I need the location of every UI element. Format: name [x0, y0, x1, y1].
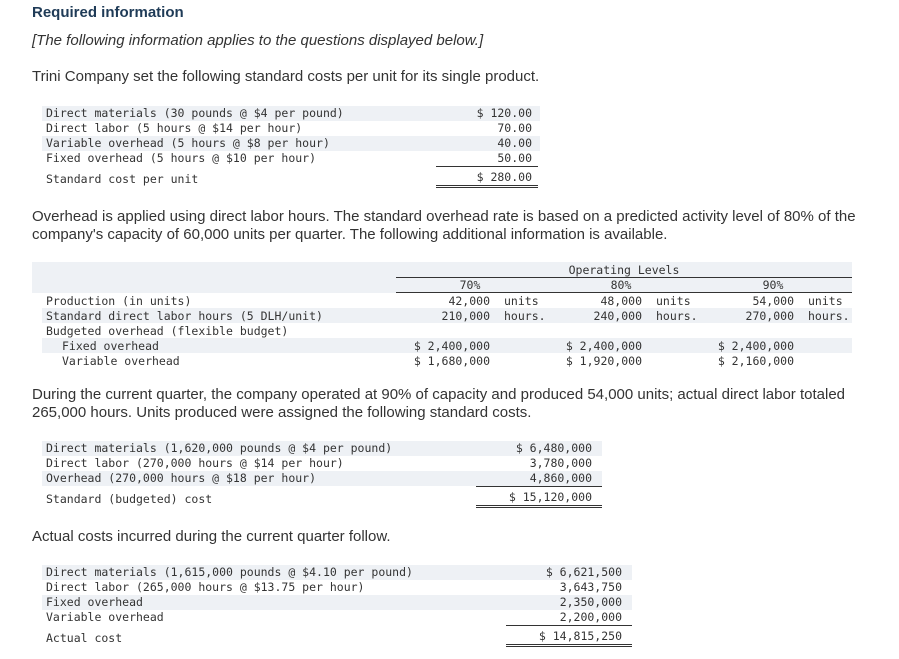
actual-row-value: 2,200,000	[559, 610, 622, 624]
std-row-value: $ 120.00	[476, 106, 532, 120]
actual-total-value: $ 14,815,250	[538, 629, 622, 643]
actual-row-value: 2,350,000	[559, 595, 622, 609]
dlh-70: 210,000	[441, 309, 490, 323]
actual-row-label: Variable overhead	[46, 610, 164, 624]
operating-levels-heading: Operating Levels	[568, 263, 680, 277]
assigned-row-value: $ 6,480,000	[515, 441, 592, 455]
subtotal-rule	[476, 486, 602, 487]
std-row-label: Variable overhead (5 hours @ $8 per hour)	[46, 136, 330, 150]
dlh-80: 240,000	[593, 309, 642, 323]
assigned-row-value: 4,860,000	[529, 471, 592, 485]
level-80: 80%	[610, 278, 632, 292]
units-label: units	[808, 294, 843, 308]
level-90: 90%	[762, 278, 784, 292]
fixed-overhead-label: Fixed overhead	[62, 339, 159, 353]
actual-row-value: 3,643,750	[559, 580, 622, 594]
actual-row-label: Fixed overhead	[46, 595, 143, 609]
std-row-value: 40.00	[497, 136, 532, 150]
total-double-rule	[476, 505, 602, 508]
overhead-paragraph: Overhead is applied using direct labor hours. The standard overhead rate is based on a predicted activity level of 80% of the company's capacity of 60,000 units per quarter. The following additional information is available.	[32, 208, 856, 243]
production-label: Production (in units)	[46, 294, 192, 308]
intro-paragraph: Trini Company set the following standard costs per unit for its single product.	[32, 68, 540, 85]
assigned-row-label: Direct materials (1,620,000 pounds @ $4 per pound)	[46, 441, 393, 455]
hours-label: hours.	[808, 309, 850, 323]
subtotal-rule	[506, 625, 632, 626]
actual-intro: Actual costs incurred during the current quarter follow.	[32, 528, 391, 545]
actual-total-label: Actual cost	[46, 631, 123, 645]
assigned-row-label: Direct labor (270,000 hours @ $14 per hour)	[46, 456, 344, 470]
std-total-label: Standard cost per unit	[46, 172, 199, 186]
assigned-row-label: Overhead (270,000 hours @ $18 per hour)	[46, 471, 317, 485]
production-70: 42,000	[448, 294, 490, 308]
std-row-value: 70.00	[497, 121, 532, 135]
variable-90: $ 2,160,000	[717, 354, 794, 368]
actual-row-label: Direct labor (265,000 hours @ $13.75 per hour)	[46, 580, 365, 594]
level-70: 70%	[459, 278, 481, 292]
std-row-label: Fixed overhead (5 hours @ $10 per hour)	[46, 151, 317, 165]
fixed-80: $ 2,400,000	[565, 339, 642, 353]
hours-label: hours.	[504, 309, 546, 323]
assigned-total-value: $ 15,120,000	[508, 490, 592, 504]
units-label: units	[504, 294, 539, 308]
actual-row-value: $ 6,621,500	[545, 565, 622, 579]
production-90: 54,000	[752, 294, 794, 308]
std-total-value: $ 280.00	[476, 170, 532, 184]
total-double-rule	[436, 185, 538, 188]
variable-80: $ 1,920,000	[565, 354, 642, 368]
levels-rule	[396, 292, 852, 293]
info-note: [The following information applies to the questions displayed below.]	[32, 32, 484, 49]
total-double-rule	[506, 644, 632, 647]
assigned-total-label: Standard (budgeted) cost	[46, 492, 213, 506]
current-quarter-paragraph: During the current quarter, the company operated at 90% of capacity and produced 54,000 units; actual direct labor totaled 265,000 hours. Units produced were assigned the following standard costs.	[32, 386, 846, 421]
fixed-90: $ 2,400,000	[717, 339, 794, 353]
subtotal-rule	[436, 166, 538, 167]
budget-label: Budgeted overhead (flexible budget)	[46, 324, 289, 338]
dlh-90: 270,000	[745, 309, 794, 323]
dlh-label: Standard direct labor hours (5 DLH/unit)	[46, 309, 323, 323]
production-80: 48,000	[600, 294, 642, 308]
assigned-row-value: 3,780,000	[529, 456, 592, 470]
section-title: Required information	[32, 4, 184, 21]
std-row-value: 50.00	[497, 151, 532, 165]
std-row-label: Direct labor (5 hours @ $14 per hour)	[46, 121, 303, 135]
variable-overhead-label: Variable overhead	[62, 354, 180, 368]
units-label: units	[656, 294, 691, 308]
variable-70: $ 1,680,000	[413, 354, 490, 368]
hours-label: hours.	[656, 309, 698, 323]
std-row-label: Direct materials (30 pounds @ $4 per pound)	[46, 106, 344, 120]
actual-row-label: Direct materials (1,615,000 pounds @ $4.10 per pound)	[46, 565, 413, 579]
fixed-70: $ 2,400,000	[413, 339, 490, 353]
